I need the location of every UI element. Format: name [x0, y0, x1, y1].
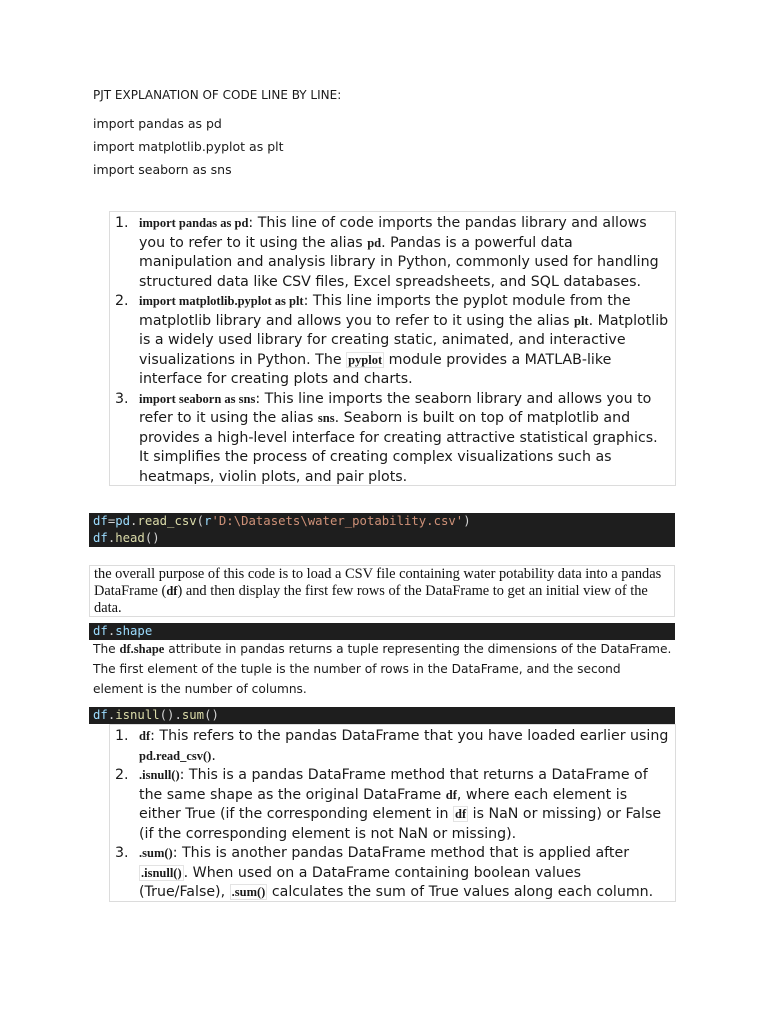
- explanation-text: module provides a MATLAB-like interface for creating plots and charts.: [139, 351, 612, 387]
- inline-code: df.shape: [119, 642, 165, 656]
- code-token: ): [463, 514, 471, 528]
- code-block-read-csv: [89, 513, 675, 547]
- import-explanation-box: [109, 211, 676, 486]
- list-item: [110, 766, 669, 844]
- list-number: 2.: [115, 293, 129, 309]
- page-title: PJT EXPLANATION OF CODE LINE BY LINE:: [93, 88, 342, 102]
- explanation-text: the overall purpose of this code is to load a CSV file containing water potability data into a pandas DataFrame (: [94, 566, 662, 599]
- list-number: 3.: [115, 390, 129, 407]
- code-line: [93, 623, 675, 640]
- explanation-text: . Matplotlib is a widely used library for creating static, animated, and interactive visualizations in Python. The: [139, 312, 669, 368]
- code-token: .: [174, 708, 182, 722]
- import-line-seaborn: import seaborn as sns: [93, 162, 232, 177]
- code-token: df: [93, 514, 108, 528]
- code-token: .: [107, 624, 116, 638]
- explanation-text: attribute in pandas returns a tuple representing the dimensions of the DataFrame. The first element of the tuple is the number of rows in the DataFrame, and the second element is the number of columns.: [93, 642, 672, 696]
- list-item: [110, 390, 669, 488]
- code-token: df: [93, 624, 108, 638]
- list-item: [110, 214, 669, 292]
- code-token: (: [196, 514, 205, 528]
- code-token: df: [93, 708, 108, 722]
- code-token: isnull: [115, 708, 160, 722]
- explanation-text: ) and then display the first few rows of the DataFrame to get an initial view of the data.: [94, 583, 648, 616]
- code-token: .: [107, 708, 116, 722]
- inline-code: df: [166, 584, 178, 598]
- explanation-text: : This refers to the pandas DataFrame that you have loaded earlier using: [150, 728, 669, 744]
- inline-code: import matplotlib.pyplot as plt: [139, 294, 304, 308]
- code-token: .: [130, 514, 138, 528]
- code-line: [93, 530, 675, 547]
- inline-code: pd: [367, 235, 382, 250]
- code-token: pd: [115, 514, 131, 528]
- list-item: [110, 292, 669, 390]
- list-number: 3.: [115, 845, 129, 861]
- code-token: (): [159, 708, 175, 722]
- list-number: 2.: [115, 767, 129, 783]
- list-number: 1.: [115, 728, 129, 744]
- inline-code: .sum(): [231, 885, 266, 899]
- import-line-pandas: import pandas as pd: [93, 116, 222, 131]
- inline-code: import seaborn as sns: [139, 391, 256, 406]
- inline-code: df: [455, 807, 467, 821]
- code-token: (): [204, 708, 219, 722]
- inline-code: sns: [317, 411, 335, 425]
- code-token: sum: [181, 708, 205, 722]
- explanation-text: : This line imports the pyplot module from the matplotlib library and allows you to refer to it using the alias: [139, 293, 631, 329]
- explanation-text: calculates the sum of True values along each column.: [267, 884, 654, 900]
- code-token: (): [144, 531, 160, 545]
- explanation-text: The: [93, 642, 120, 656]
- inline-code: pyplot: [348, 352, 383, 367]
- explanation-text: : This is another pandas DataFrame method that is applied after: [172, 845, 630, 861]
- list-number: 1.: [115, 215, 129, 231]
- code-token: =: [107, 514, 116, 528]
- code-token: r: [204, 514, 212, 528]
- code-token: shape: [115, 624, 153, 638]
- read-explanation-box: [89, 565, 675, 617]
- code-line: [93, 513, 675, 530]
- code-line: [93, 707, 675, 724]
- code-token: df: [93, 531, 108, 545]
- isnull-explanation-box: [109, 724, 676, 902]
- code-token: head: [115, 531, 145, 545]
- inline-code: df: [445, 787, 457, 802]
- code-block-isnull: [89, 707, 675, 724]
- inline-code: pd.read_csv(): [139, 748, 212, 763]
- import-line-matplotlib: import matplotlib.pyplot as plt: [93, 139, 284, 154]
- explanation-text: . Seaborn is built on top of matplotlib and provides a high-level interface for creating attractive statistical graphics. It simplifies the process of creating complex visualizations such as heatmaps, violin plots, and pair plots.: [139, 410, 658, 485]
- inline-code: .isnull(): [141, 865, 182, 880]
- inline-code: .isnull(): [139, 768, 180, 782]
- explanation-text: is NaN or missing) or False (if the corresponding element is not NaN or missing).: [139, 806, 662, 842]
- explanation-text: : This line of code imports the pandas library and allows you to refer to it using the alias: [139, 215, 647, 251]
- inline-code: df: [139, 729, 151, 743]
- explanation-text: . When used on a DataFrame containing boolean values (True/False),: [139, 864, 582, 900]
- list-item: [110, 844, 669, 903]
- list-item: [110, 727, 669, 766]
- explanation-text: .: [211, 747, 216, 764]
- explanation-text: : This is a pandas DataFrame method that returns a DataFrame of the same shape as the original DataFrame: [139, 767, 648, 803]
- code-block-shape: [89, 623, 675, 640]
- inline-code: import pandas as pd: [139, 216, 249, 230]
- code-token: read_csv: [137, 514, 197, 528]
- explanation-text: . Pandas is a powerful data manipulation and analysis library in Python, commonly used for handling structured data like CSV files, Excel spreadsheets, and SQL databases.: [139, 234, 659, 290]
- shape-explanation: [93, 639, 673, 699]
- inline-code: .sum(): [139, 846, 173, 860]
- explanation-text: , where each element is either True (if the corresponding element in: [139, 786, 628, 822]
- code-token: .: [107, 531, 116, 545]
- explanation-text: : This line imports the seaborn library and allows you to refer to it using the alias: [139, 390, 652, 426]
- code-token: 'D:\Datasets\water_potability.csv': [211, 514, 464, 528]
- inline-code: plt: [574, 313, 589, 328]
